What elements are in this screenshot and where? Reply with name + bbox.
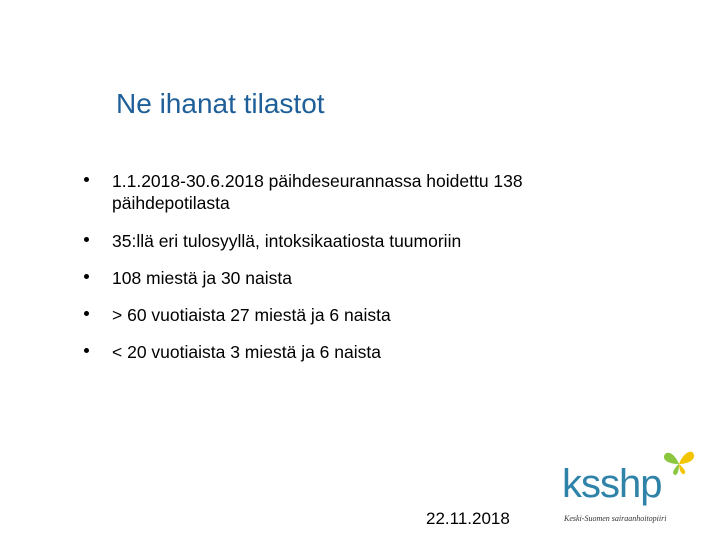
bullet-text: < 20 vuotiaista 3 miestä ja 6 naista	[112, 342, 381, 362]
bullet-dot-icon	[84, 348, 89, 353]
bullet-dot-icon	[84, 274, 89, 279]
bullet-list	[84, 170, 644, 378]
bullet-dot-icon	[84, 311, 89, 316]
bullet-item	[84, 230, 644, 252]
bullet-item	[84, 170, 644, 214]
bullet-item	[84, 267, 644, 289]
bullet-text: 1.1.2018-30.6.2018 päihdeseurannassa hoidettu 138 päihdepotilasta	[112, 171, 523, 213]
bullet-item	[84, 341, 644, 363]
logo-text: ksshp	[562, 462, 662, 506]
slide-date: 22.11.2018	[426, 509, 510, 528]
bullet-text: 35:llä eri tulosyyllä, intoksikaatiosta tuumoriin	[112, 231, 462, 251]
butterfly-icon	[662, 448, 696, 478]
logo-tagline: Keski-Suomen sairaanhoitopiiri	[564, 514, 667, 523]
bullet-item	[84, 304, 644, 326]
bullet-text: > 60 vuotiaista 27 miestä ja 6 naista	[112, 305, 391, 325]
bullet-dot-icon	[84, 177, 89, 182]
bullet-text: 108 miestä ja 30 naista	[112, 268, 292, 288]
bullet-dot-icon	[84, 237, 89, 242]
slide-title: Ne ihanat tilastot	[116, 88, 325, 119]
ksshp-logo	[562, 448, 702, 528]
